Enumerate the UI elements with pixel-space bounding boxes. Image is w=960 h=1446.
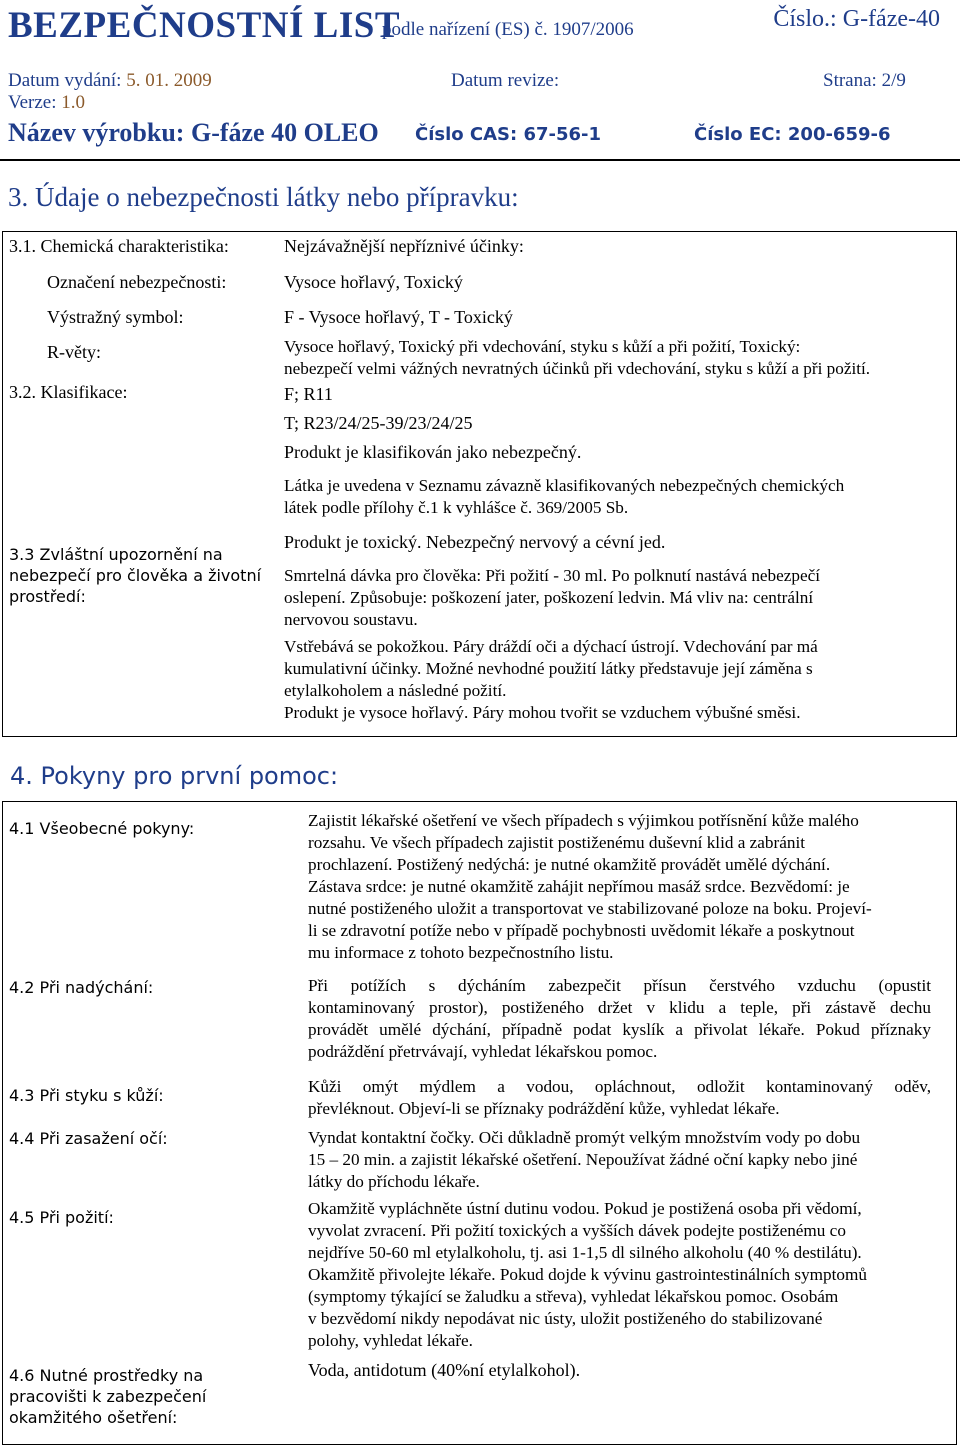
section-4-title: 4. Pokyny pro první pomoc:: [10, 762, 339, 790]
s42-label: 4.2 Při nadýchání:: [9, 978, 154, 997]
s43-line: převléknout. Objeví-li se příznaky podráždění kůže, vyhledat lékaře.: [308, 1099, 780, 1118]
classification-note: Produkt je klasifikován jako nebezpečný.: [284, 442, 582, 462]
s42-text: [308, 975, 931, 1063]
s33-label-line: nebezpečí pro člověka a životní: [9, 566, 262, 585]
s33-label: [9, 544, 261, 607]
s33-line: etylalkoholem a následné požití.: [284, 681, 507, 700]
r-phrases-text: [284, 336, 870, 380]
version: [8, 92, 85, 114]
s46-label: [9, 1365, 206, 1428]
s46-value: Voda, antidotum (40%ní etylalkohol).: [308, 1360, 581, 1380]
s46-label-line: okamžitého ošetření:: [9, 1408, 178, 1427]
s33-lethal-dose: [284, 565, 820, 631]
cas-value: 67-56-1: [523, 124, 602, 145]
s45-line: Okamžitě přivolejte lékaře. Pokud dojde k vývinu gastrointestinálních symptomů: [308, 1265, 867, 1284]
product-name: [8, 118, 379, 148]
s44-line: 15 – 20 min. a zajistit lékařské ošetření. Nepoužívat žádné oční kapky nebo jiné: [308, 1150, 858, 1169]
ec-label: Číslo EC:: [694, 124, 782, 145]
classification-t: T; R23/24/25-39/23/24/25: [284, 413, 473, 433]
s45-line: v bezvědomí nikdy nepodávat nic ústy, uložit postiženého do stabilizované: [308, 1309, 823, 1328]
document-title: BEZPEČNOSTNÍ LIST: [8, 5, 400, 46]
issue-date-value: 5. 01. 2009: [126, 70, 212, 91]
classification-list-line: látek podle přílohy č.1 k vyhlášce č. 369/2005 Sb.: [284, 498, 629, 517]
s41-line: mu informace z tohoto bezpečnostního listu.: [308, 943, 614, 962]
s33-line: Smrtelná dávka pro člověka: Při požití - 30 ml. Po polknutí nastává nebezpečí: [284, 566, 821, 585]
s42-line: provádět umělé dýchání, případně podat kyslík a přivolat lékaře. Pokud příznaky: [308, 1020, 931, 1039]
s41-line: Zástava srdce: je nutné okamžitě zahájit nepřímou masáž srdce. Bezvědomí: je: [308, 877, 850, 896]
classification-list-note: [284, 475, 844, 519]
s46-label-line: pracovišti k zabezpečení: [9, 1387, 207, 1406]
product-name-value: G-fáze 40 OLEO: [190, 118, 379, 147]
ec-number: [694, 124, 891, 145]
r-phrases-line: nebezpečí velmi vážných nevratných účinků při vdechování, styku s kůží a při požití.: [284, 359, 871, 378]
symbol-label: Výstražný symbol:: [47, 307, 184, 327]
document-subtitle: podle nařízení (ES) č. 1907/2006: [382, 19, 634, 40]
section-3-title: 3. Údaje o nebezpečnosti látky nebo přípravku:: [8, 182, 519, 212]
s45-line: polohy, vyhledat lékaře.: [308, 1331, 473, 1350]
s43-label: 4.3 Při styku s kůží:: [9, 1086, 164, 1105]
s41-line: nutné postiženého uložit a transportovat ve stabilizované poloze na boku. Projeví-: [308, 899, 872, 918]
document-number-label: Číslo.:: [773, 6, 837, 32]
s44-line: látky do příchodu lékaře.: [308, 1172, 480, 1191]
s41-line: rozsahu. Ve všech případech zajistit postiženému duševní klid a zabránit: [308, 833, 806, 852]
s41-label: 4.1 Všeobecné pokyny:: [9, 819, 195, 838]
cas-label: Číslo CAS:: [415, 124, 518, 145]
section-3-box: [2, 231, 957, 737]
s45-label: 4.5 Při požití:: [9, 1208, 114, 1227]
page-number-value: 2/9: [881, 70, 906, 91]
s45-text: [308, 1198, 931, 1352]
s43-line: Kůži omýt mýdlem a vodou, opláchnout, odložit kontaminovaný oděv,: [308, 1077, 931, 1096]
cas-number: [415, 124, 601, 145]
classification-list-line: Látka je uvedena v Seznamu závazně klasifikovaných nebezpečných chemických: [284, 476, 845, 495]
s41-line: li se zdravotní potíže nebo v případě pochybnosti uvědomit lékaře a poskytnout: [308, 921, 855, 940]
s41-line: Zajistit lékařské ošetření ve všech případech s výjimkou potřísnění kůže malého: [308, 811, 859, 830]
s44-line: Vyndat kontaktní čočky. Oči důkladně promýt velkým množstvím vody po dobu: [308, 1128, 861, 1147]
s45-line: vyvolat zvracení. Při požití toxických a vyšších dávek podejte postiženému co: [308, 1221, 846, 1240]
s44-label: 4.4 Při zasažení očí:: [9, 1129, 168, 1148]
revision-date-label: Datum revize:: [451, 70, 560, 91]
document-number-value: G-fáze-40: [842, 6, 940, 32]
s45-line: nejdříve 50-60 ml etylalkoholu, tj. asi 1-1,5 dl silného alkoholu (40 % destilátu).: [308, 1243, 862, 1262]
s33-line: Vstřebává se pokožkou. Páry dráždí oči a dýchací ústrojí. Vdechování par má: [284, 637, 818, 656]
s32-label: 3.2. Klasifikace:: [9, 382, 128, 402]
page-number: [823, 70, 906, 92]
section-4-box: [2, 801, 957, 1445]
hazard-value: Vysoce hořlavý, Toxický: [284, 272, 463, 292]
issue-date-label: Datum vydání:: [8, 70, 122, 91]
s33-line: nervovou soustavu.: [284, 610, 418, 629]
s44-text: [308, 1127, 931, 1193]
symbol-value: F - Vysoce hořlavý, T - Toxický: [284, 307, 513, 327]
s33-line: Produkt je vysoce hořlavý. Páry mohou tvořit se vzduchem výbušné směsi.: [284, 703, 801, 722]
s33-label-line: 3.3 Zvláštní upozornění na: [9, 545, 223, 564]
s33-line: kumulativní účinky. Možné nevhodné použití látky představuje její záměna s: [284, 659, 813, 678]
s45-line: Okamžitě vypláchněte ústní dutinu vodou. Pokud je postižená osoba při vědomí,: [308, 1199, 862, 1218]
version-value: 1.0: [61, 92, 86, 113]
s42-line: Při potížích s dýcháním zabezpečit přísun čerstvého vzduchu (opustit: [308, 976, 931, 995]
s33-toxic: Produkt je toxický. Nebezpečný nervový a cévní jed.: [284, 532, 666, 552]
s31-label: 3.1. Chemická charakteristika:: [9, 236, 229, 256]
s33-absorption: [284, 636, 818, 724]
s33-line: oslepení. Způsobuje: poškození jater, poškození ledvin. Má vliv na: centrální: [284, 588, 814, 607]
s41-line: prochlazení. Postižený nedýchá: je nutné okamžitě provádět umělé dýchání.: [308, 855, 831, 874]
r-phrases-line: Vysoce hořlavý, Toxický při vdechování, styku s kůží a při požití, Toxický:: [284, 337, 801, 356]
hazard-label: Označení nebezpečnosti:: [47, 272, 227, 292]
r-phrases-label: R-věty:: [47, 342, 101, 362]
version-label: Verze:: [8, 92, 57, 113]
s41-text: [308, 810, 931, 964]
s42-line: podráždění přetrvávají, vyhledat lékařskou pomoc.: [308, 1042, 658, 1061]
s33-label-line: prostředí:: [9, 587, 86, 606]
s43-text: [308, 1076, 931, 1120]
s42-line: kontaminovaný prostor), postiženého držet v klidu a teple, při zástavě dechu: [308, 998, 931, 1017]
page-number-label: Strana:: [823, 70, 877, 91]
ec-value: 200-659-6: [787, 124, 891, 145]
issue-date: [8, 70, 212, 92]
product-name-label: Název výrobku:: [8, 118, 185, 147]
s46-label-line: 4.6 Nutné prostředky na: [9, 1366, 204, 1385]
s45-line: (symptomy týkající se žaludku a střeva), vyhledat lékařskou pomoc. Osobám: [308, 1287, 839, 1306]
document-number: [773, 6, 940, 33]
classification-f: F; R11: [284, 384, 333, 404]
s31-heading: Nejzávažnější nepříznivé účinky:: [284, 236, 524, 256]
header-divider: [0, 159, 960, 161]
